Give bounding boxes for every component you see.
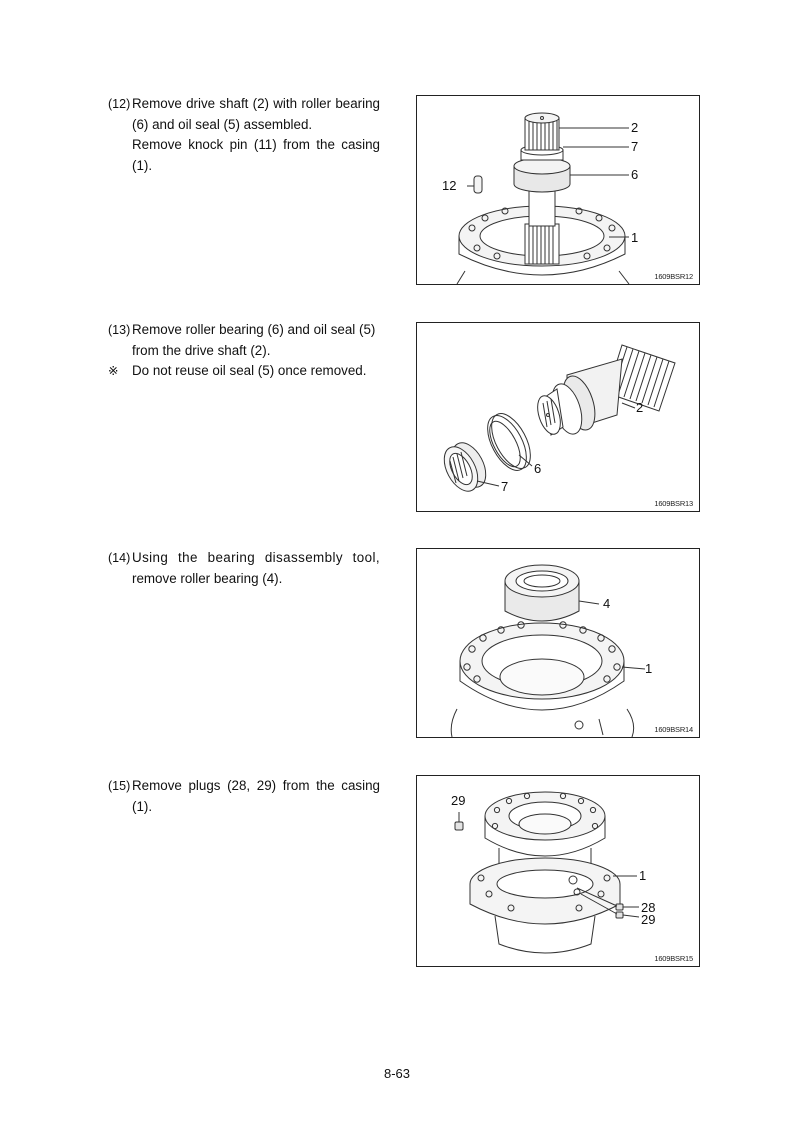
callout-28: 28 (641, 900, 656, 915)
callout-4: 4 (603, 596, 611, 611)
callout-1: 1 (645, 661, 653, 676)
callout-29: 29 (451, 793, 466, 808)
step-13-text-1: Remove roller bearing (6) and oil seal (5) (132, 322, 376, 337)
step-12-text-1: Remove drive shaft (2) with roller bearing (132, 96, 380, 111)
step-13-text-2: from the drive shaft (2). (132, 342, 271, 358)
figure-12 (416, 95, 700, 285)
callout-7: 7 (631, 139, 639, 154)
step-15-text-2: (1). (132, 798, 153, 814)
step-13-note (108, 361, 380, 382)
step-14-text-1: Using the bearing disassembly tool, (132, 550, 380, 565)
step-12-text-4: (1). (132, 157, 153, 173)
figure-14 (416, 548, 700, 738)
page-number: 8-63 (383, 1066, 411, 1081)
step-12-text-3: Remove knock pin (11) from the casing (132, 137, 380, 152)
callout-6: 6 (631, 167, 639, 182)
figure-code: 1609BSR12 (654, 272, 693, 281)
step-14 (108, 548, 380, 589)
step-13 (108, 320, 380, 382)
step-12-line-1 (108, 94, 380, 115)
callout-6: 6 (534, 461, 542, 476)
callout-29-lower: 29 (641, 912, 656, 927)
step-13-line-1 (108, 320, 380, 341)
step-14-number: (14) (108, 551, 131, 565)
step-12 (108, 94, 380, 176)
step-13-number: (13) (108, 323, 131, 337)
step-14-line-1 (108, 548, 380, 569)
step-14-text-2: remove roller bearing (4). (132, 570, 283, 586)
step-15-number: (15) (108, 779, 131, 793)
callout-1: 1 (639, 868, 647, 883)
step-13-note-text: Do not reuse oil seal (5) once removed. (132, 363, 367, 378)
roller-bearing-removal-illustration (417, 549, 699, 737)
figure-13 (416, 322, 700, 512)
step-15-line-1 (108, 776, 380, 797)
figure-15 (416, 775, 700, 967)
shaft-bearing-seal-illustration (417, 323, 699, 511)
callout-2: 2 (631, 120, 639, 135)
figure-code: 1609BSR13 (654, 499, 693, 508)
callout-2: 2 (636, 400, 644, 415)
figure-code: 1609BSR15 (654, 954, 693, 963)
step-12-number: (12) (108, 97, 131, 111)
plug-removal-illustration (417, 776, 699, 966)
step-12-text-2: (6) and oil seal (5) assembled. (132, 116, 313, 132)
step-15-text-1: Remove plugs (28, 29) from the casing (132, 778, 380, 793)
drive-shaft-removal-illustration (417, 96, 699, 284)
note-mark-icon: ※ (108, 364, 119, 378)
callout-1: 1 (631, 230, 639, 245)
figure-code: 1609BSR14 (654, 725, 693, 734)
callout-12: 12 (442, 178, 457, 193)
step-15 (108, 776, 380, 817)
callout-7: 7 (501, 479, 509, 494)
